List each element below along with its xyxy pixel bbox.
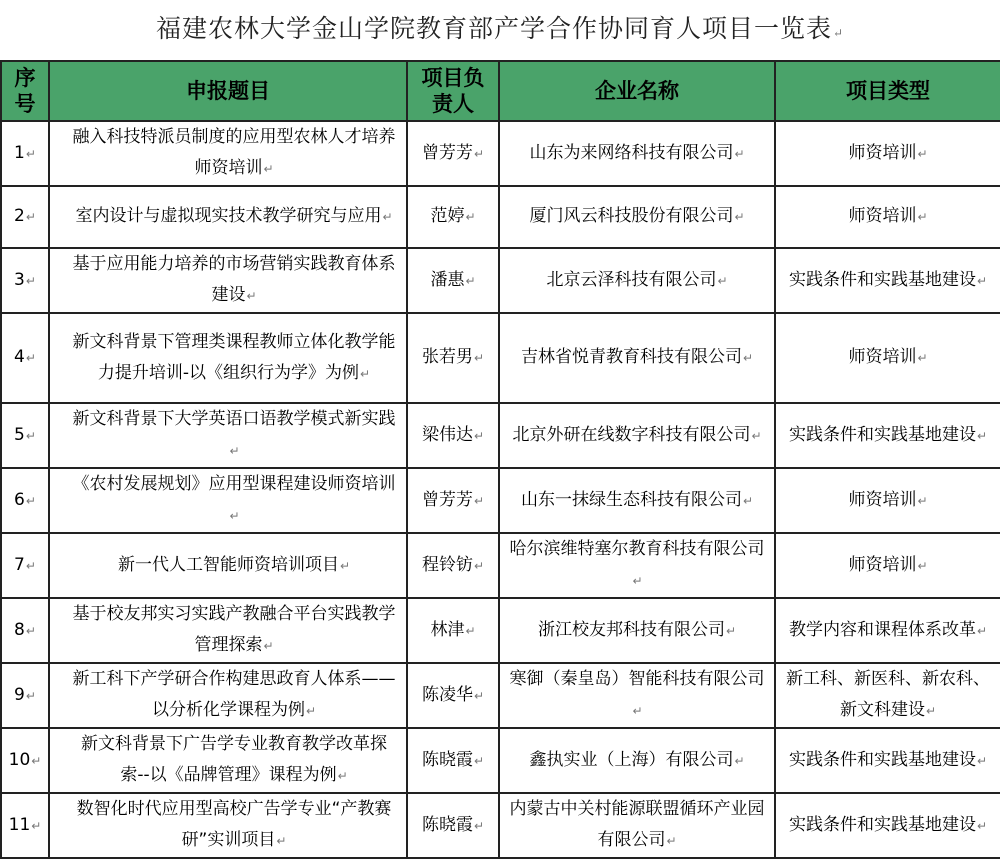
row-topic: 室内设计与虚拟现实技术教学研究与应用 (75, 206, 382, 226)
row-topic: 《农村发展规划》应用型课程建设师资培训 (72, 474, 396, 494)
row-topic-cell (49, 468, 407, 533)
row-company: 鑫执实业（上海）有限公司 (529, 749, 734, 770)
row-topic-cell (49, 121, 407, 186)
row-index-cell (1, 186, 49, 248)
paragraph-mark-icon: ↵ (25, 146, 36, 161)
paragraph-mark-icon: ↵ (473, 818, 485, 833)
row-type: 师资培训 (848, 554, 917, 575)
row-type: 师资培训 (848, 206, 917, 226)
row-type: 实践条件和实践基地建设 (788, 749, 976, 770)
row-company-cell (499, 793, 775, 858)
paragraph-mark-icon: ↵ (31, 818, 42, 833)
row-type-cell (775, 793, 1000, 858)
row-index: 2 (14, 206, 25, 226)
paragraph-mark-icon: ↵ (976, 273, 988, 288)
paragraph-mark-icon: ↵ (473, 351, 485, 365)
row-topic: 融入科技特派员制度的应用型农林人才培养师资培训 (72, 127, 396, 178)
row-company-cell (499, 663, 775, 728)
row-topic-cell (49, 728, 407, 793)
paragraph-mark-icon: ↵ (360, 366, 371, 381)
row-leader-cell (407, 598, 499, 663)
row-leader: 程铃钫 (421, 554, 473, 575)
row-index: 4 (14, 347, 25, 367)
row-index-cell (1, 598, 49, 663)
row-type-cell (775, 728, 1000, 793)
row-type-cell (775, 248, 1000, 313)
paragraph-mark-icon: ↵ (465, 623, 476, 638)
row-leader: 曾芳芳 (421, 489, 473, 510)
row-index-cell (1, 468, 49, 533)
row-topic: 新一代人工智能师资培训项目 (117, 554, 339, 575)
row-leader: 陈凌华 (421, 684, 473, 705)
row-company: 山东为来网络科技有限公司 (529, 142, 734, 163)
paragraph-mark-icon: ↵ (734, 753, 745, 768)
paragraph-mark-icon: ↵ (25, 688, 36, 703)
row-topic-cell (49, 313, 407, 403)
paragraph-mark-icon: ↵ (473, 688, 485, 703)
row-topic-cell (49, 186, 407, 248)
paragraph-mark-icon: ↵ (25, 623, 36, 638)
row-leader: 陈晓霞 (421, 814, 473, 835)
table-row (1, 728, 1000, 793)
row-topic: 新工科下产学研合作构建思政育人体系——以分析化学课程为例 (72, 669, 396, 720)
row-index: 8 (14, 619, 25, 640)
paragraph-mark-icon: ↵ (917, 351, 928, 365)
paragraph-mark-icon: ↵ (734, 146, 745, 161)
row-leader-cell (407, 728, 499, 793)
row-type-cell (775, 663, 1000, 728)
row-topic-cell (49, 598, 407, 663)
paragraph-mark-icon: ↵ (717, 273, 728, 288)
row-topic: 基于应用能力培养的市场营销实践教育体系建设 (72, 254, 396, 305)
paragraph-mark-icon: ↵ (632, 704, 643, 718)
row-index-cell (1, 248, 49, 313)
row-index-cell (1, 403, 49, 468)
row-company-cell (499, 468, 775, 533)
row-index-cell (1, 793, 49, 858)
paragraph-mark-icon: ↵ (276, 834, 287, 848)
row-topic-cell (49, 403, 407, 468)
row-leader-cell (407, 121, 499, 186)
row-index: 10 (8, 749, 31, 770)
row-leader: 范婷 (430, 206, 465, 226)
row-type: 实践条件和实践基地建设 (788, 424, 976, 445)
paragraph-mark-icon: ↵ (734, 210, 745, 224)
row-index-cell (1, 533, 49, 598)
row-company-cell (499, 313, 775, 403)
table-row (1, 793, 1000, 858)
paragraph-mark-icon: ↵ (725, 623, 737, 638)
paragraph-mark-icon: ↵ (465, 273, 476, 288)
paragraph-mark-icon: ↵ (742, 493, 754, 508)
paragraph-mark-icon: ↵ (263, 639, 274, 653)
row-index-cell (1, 728, 49, 793)
paragraph-mark-icon: ↵ (339, 558, 351, 573)
paragraph-mark-icon: ↵ (337, 769, 348, 783)
row-leader: 陈晓霞 (421, 749, 473, 770)
paragraph-mark-icon: ↵ (742, 351, 754, 365)
row-index: 9 (14, 684, 25, 705)
table-row (1, 403, 1000, 468)
paragraph-mark-icon: ↵ (305, 704, 317, 718)
row-index: 5 (14, 424, 25, 445)
row-company: 山东一抹绿生态科技有限公司 (520, 489, 742, 510)
row-type-cell (775, 403, 1000, 468)
row-index: 11 (8, 814, 31, 835)
row-leader-cell (407, 663, 499, 728)
row-index: 7 (14, 554, 25, 575)
page-title (0, 0, 1000, 58)
row-topic-cell (49, 663, 407, 728)
row-topic-cell (49, 533, 407, 598)
row-company-cell (499, 598, 775, 663)
row-leader: 曾芳芳 (421, 142, 473, 163)
table-row (1, 313, 1000, 403)
row-company-cell (499, 403, 775, 468)
row-type-cell (775, 598, 1000, 663)
row-leader: 梁伟达 (421, 424, 473, 445)
row-leader: 张若男 (421, 347, 473, 367)
row-leader-cell (407, 468, 499, 533)
row-type: 师资培训 (848, 347, 917, 367)
row-leader-cell (407, 533, 499, 598)
header-index: 序号 (1, 61, 49, 121)
paragraph-mark-icon: ↵ (25, 493, 36, 508)
row-leader-cell (407, 403, 499, 468)
row-index-cell (1, 663, 49, 728)
paragraph-mark-icon: ↵ (473, 428, 485, 443)
row-company-cell (499, 186, 775, 248)
paragraph-mark-icon: ↵ (976, 623, 988, 638)
table-row (1, 663, 1000, 728)
header-type: 项目类型 (775, 61, 1000, 121)
row-type: 实践条件和实践基地建设 (788, 814, 976, 835)
row-index-cell (1, 121, 49, 186)
row-type-cell (775, 313, 1000, 403)
row-topic: 新文科背景下广告学专业教育教学改革探索--以《品牌管理》课程为例 (81, 734, 387, 785)
row-type: 师资培训 (848, 489, 917, 510)
row-leader: 林津 (430, 619, 465, 640)
row-topic: 数智化时代应用型高校广告学专业“产教赛研”实训项目 (76, 799, 392, 850)
row-company-cell (499, 728, 775, 793)
row-company: 哈尔滨维特塞尔教育科技有限公司 (509, 539, 765, 559)
row-company: 浙江校友邦科技有限公司 (537, 619, 725, 640)
row-company-cell (499, 533, 775, 598)
paragraph-mark-icon: ↵ (246, 289, 257, 303)
page-title-text: 福建农林大学金山学院教育部产学合作协同育人项目一览表 (155, 14, 832, 43)
table-row (1, 186, 1000, 248)
row-company-cell (499, 248, 775, 313)
project-table (0, 60, 1000, 859)
paragraph-mark-icon: ↵ (25, 210, 36, 224)
row-topic: 新文科背景下大学英语口语教学模式新实践 (72, 409, 396, 429)
table-row (1, 468, 1000, 533)
row-type-cell (775, 533, 1000, 598)
paragraph-mark-icon: ↵ (25, 273, 36, 288)
paragraph-mark-icon: ↵ (666, 834, 677, 848)
row-type: 教学内容和课程体系改革 (788, 619, 976, 640)
paragraph-mark-icon: ↵ (832, 26, 845, 40)
row-company: 北京外研在线数字科技有限公司 (512, 424, 751, 445)
paragraph-mark-icon: ↵ (25, 351, 36, 365)
paragraph-mark-icon: ↵ (917, 493, 928, 508)
paragraph-mark-icon: ↵ (473, 558, 485, 573)
row-type: 师资培训 (848, 142, 917, 163)
paragraph-mark-icon: ↵ (25, 428, 36, 443)
paragraph-mark-icon: ↵ (473, 146, 485, 161)
paragraph-mark-icon: ↵ (976, 753, 988, 768)
paragraph-mark-icon: ↵ (229, 444, 240, 458)
row-topic: 新文科背景下管理类课程教师立体化教学能力提升培训-以《组织行为学》为例 (72, 331, 396, 383)
row-index: 1 (14, 142, 25, 163)
row-topic: 基于校友邦实习实践产教融合平台实践教学管理探索 (72, 604, 396, 655)
paragraph-mark-icon: ↵ (465, 210, 476, 224)
table-body (1, 121, 1000, 858)
paragraph-mark-icon: ↵ (263, 162, 274, 176)
row-type-cell (775, 186, 1000, 248)
header-topic: 申报题目 (49, 61, 407, 121)
header-leader: 项目负责人 (407, 61, 499, 121)
table-row (1, 533, 1000, 598)
paragraph-mark-icon: ↵ (473, 493, 485, 508)
header-company: 企业名称 (499, 61, 775, 121)
row-type: 新工科、新医科、新农科、新文科建设 (786, 669, 990, 720)
row-type-cell (775, 468, 1000, 533)
row-leader-cell (407, 186, 499, 248)
table-row (1, 598, 1000, 663)
row-type-cell (775, 121, 1000, 186)
table-row (1, 121, 1000, 186)
paragraph-mark-icon: ↵ (976, 428, 988, 443)
paragraph-mark-icon: ↵ (229, 509, 240, 523)
paragraph-mark-icon: ↵ (31, 753, 42, 768)
paragraph-mark-icon: ↵ (925, 704, 937, 718)
row-leader: 潘惠 (430, 269, 465, 290)
row-company: 寒御（秦皇岛）智能科技有限公司 (509, 669, 765, 689)
table-row (1, 248, 1000, 313)
row-type: 实践条件和实践基地建设 (788, 269, 976, 290)
row-company: 内蒙古中关村能源联盟循环产业园有限公司 (509, 799, 765, 850)
row-company: 北京云泽科技有限公司 (546, 269, 717, 290)
paragraph-mark-icon: ↵ (751, 428, 762, 443)
paragraph-mark-icon: ↵ (976, 818, 988, 833)
table-header-row (1, 61, 1000, 121)
paragraph-mark-icon: ↵ (473, 753, 485, 768)
row-index-cell (1, 313, 49, 403)
row-topic-cell (49, 248, 407, 313)
row-leader-cell (407, 793, 499, 858)
paragraph-mark-icon: ↵ (917, 146, 928, 161)
paragraph-mark-icon: ↵ (917, 558, 928, 573)
row-company-cell (499, 121, 775, 186)
paragraph-mark-icon: ↵ (25, 558, 36, 573)
row-leader-cell (407, 248, 499, 313)
row-company: 厦门风云科技股份有限公司 (529, 206, 734, 226)
row-company: 吉林省悦青教育科技有限公司 (520, 347, 742, 367)
paragraph-mark-icon: ↵ (632, 574, 643, 588)
row-leader-cell (407, 313, 499, 403)
paragraph-mark-icon: ↵ (917, 210, 928, 224)
row-topic-cell (49, 793, 407, 858)
row-index: 3 (14, 269, 25, 290)
paragraph-mark-icon: ↵ (382, 210, 393, 224)
row-index: 6 (14, 489, 25, 510)
